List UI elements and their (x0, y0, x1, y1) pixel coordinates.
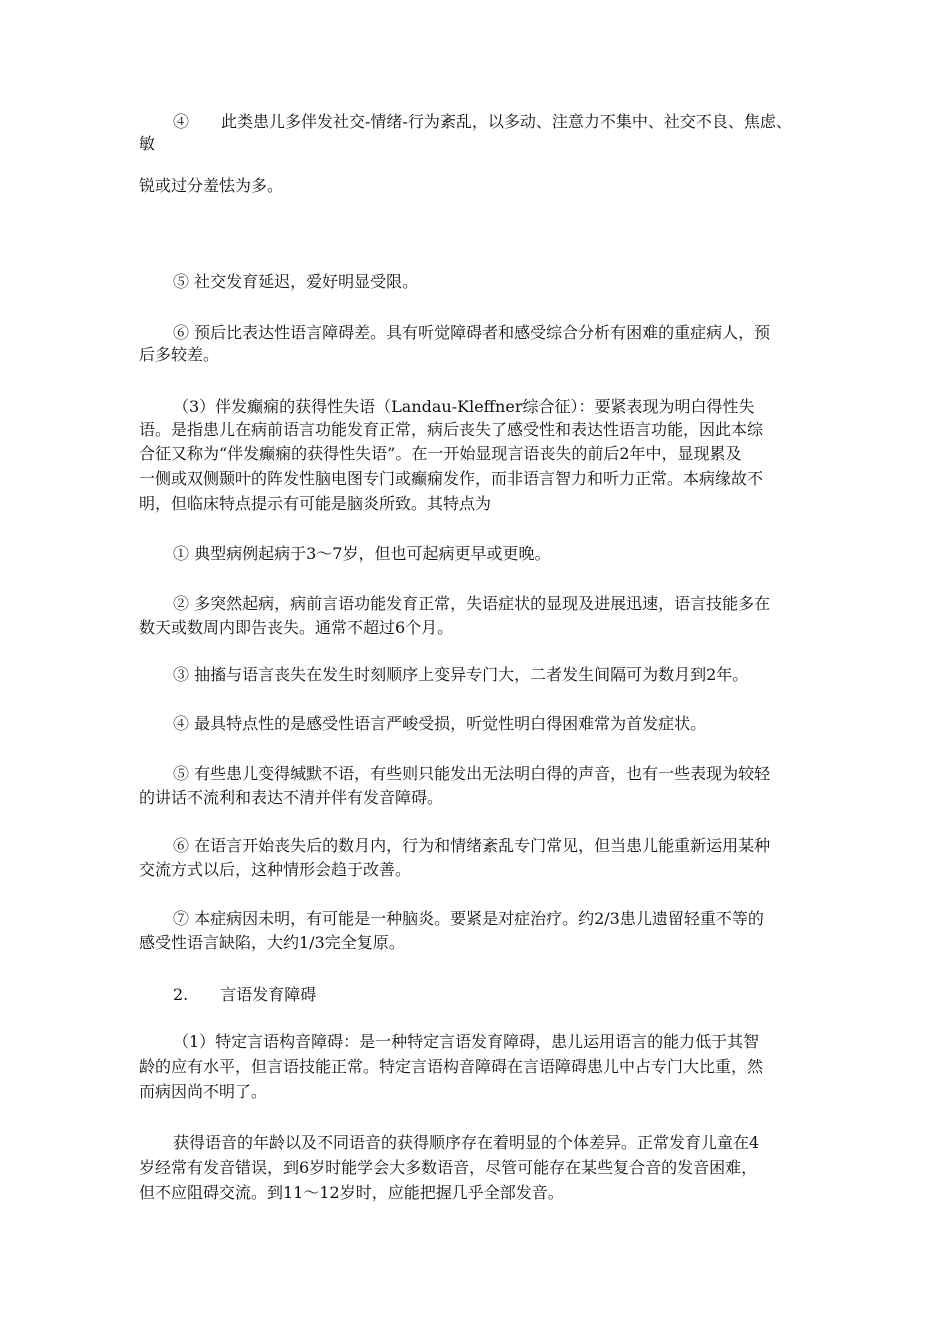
text-line: （3）伴发癫痫的获得性失语（Landau-Kleffner综合征）：要紧表现为明白得性失 (173, 397, 755, 416)
text-line: ⑥ 预后比表达性语言障碍差。具有听觉障碍者和感受综合分析有困难的重症病人，预 (173, 323, 771, 342)
text-line: 一侧或双侧颞叶的阵发性脑电图专门或癫痫发作，而非语言智力和听力正常。本病缘故不 (139, 469, 764, 488)
text-line: ⑤ 有些患儿变得缄默不语，有些则只能发出无法明白得的声音，也有一些表现为较轻 (173, 764, 771, 783)
text-line: ⑤ 社交发育延迟，爱好明显受限。 (173, 272, 419, 291)
text-line: 龄的应有水平，但言语技能正常。特定言语构音障碍在言语障碍患儿中占专门大比重，然 (139, 1057, 764, 1076)
text-line: 敏 (139, 134, 156, 153)
text-line: 数天或数周内即告丧失。通常不超过6个月。 (139, 618, 454, 637)
text-line: 明，但临床特点提示有可能是脑炎所致。其特点为 (139, 494, 492, 513)
text-line: 获得语音的年龄以及不同语音的获得顺序存在着明显的个体差异。正常发育儿童在4 (173, 1133, 760, 1152)
text-line: 的讲话不流利和表达不清并伴有发音障碍。 (139, 788, 444, 807)
text-line: ③ 抽搐与语言丧失在发生时刻顺序上变异专门大，二者发生间隔可为数月到2年。 (173, 665, 749, 684)
text-line: 后多较差。 (139, 345, 220, 364)
text-line: ② 多突然起病，病前言语功能发育正常，失语症状的显现及进展迅速，语言技能多在 (173, 594, 771, 613)
text-line: 交流方式以后，这种情形会趋于改善。 (139, 860, 412, 879)
text-line: 合征又称为“伴发癫痫的获得性失语”。在一开始显现言语丧失的前后2年中，显现累及 (139, 444, 742, 463)
text-line: （1）特定言语构音障碍：是一种特定言语发育障碍，患儿运用语言的能力低于其智 (173, 1032, 760, 1051)
text-line: ④ 此类患儿多伴发社交-情绪-行为紊乱，以多动、注意力不集中、社交不良、焦虑、 (173, 112, 792, 131)
text-line: 岁经常有发音错误，到6岁时能学会大多数语音，尽管可能存在某些复合音的发音困难， (139, 1158, 758, 1177)
text-line: ④ 最具特点性的是感受性语言严峻受损，听觉性明白得困难常为首发症状。 (173, 714, 707, 733)
text-line: 锐或过分羞怯为多。 (139, 176, 284, 195)
text-line: 感受性语言缺陷，大约1/3完全复原。 (139, 933, 405, 952)
text-line: 语。是指患儿在病前语言功能发育正常，病后丧失了感受性和表达性语言功能，因此本综 (139, 420, 764, 439)
section-heading: 2. 言语发育障碍 (173, 985, 317, 1004)
text-line: ⑥ 在语言开始丧失后的数月内，行为和情绪紊乱专门常见，但当患儿能重新运用某种 (173, 836, 771, 855)
text-line: 而病因尚不明了。 (139, 1082, 268, 1101)
text-line: ① 典型病例起病于3～7岁，但也可起病更早或更晚。 (173, 544, 551, 563)
text-line: 但不应阻碍交流。到11～12岁时，应能把握几乎全部发音。 (139, 1183, 564, 1202)
text-line: ⑦ 本症病因未明，有可能是一种脑炎。要紧是对症治疗。约2/3患儿遗留轻重不等的 (173, 909, 764, 928)
